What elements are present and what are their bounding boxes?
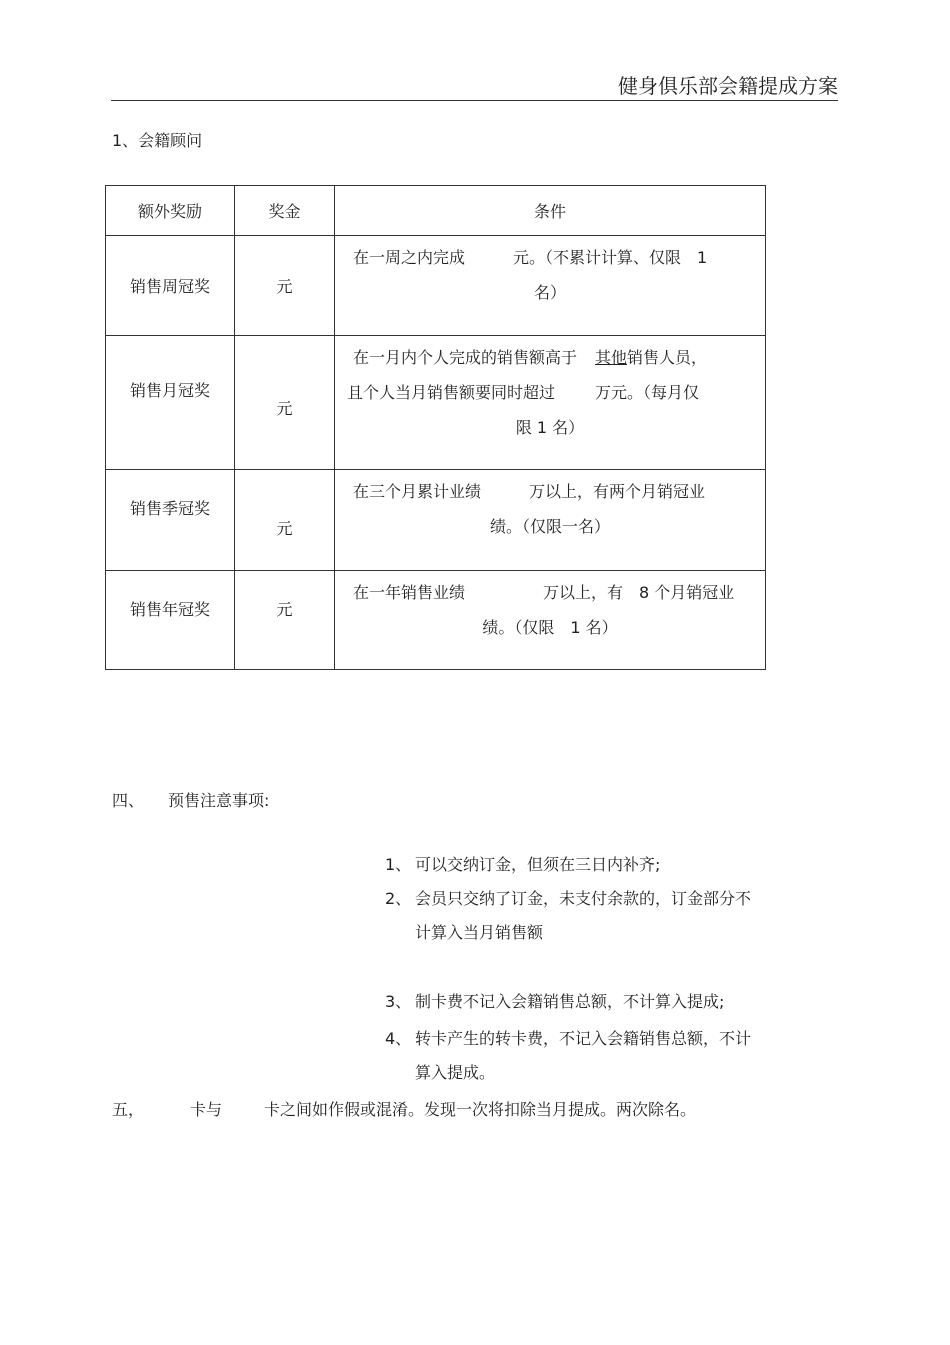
condition-line <box>345 474 755 509</box>
award-name-cell: 销售周冠奖 <box>106 236 235 336</box>
list-item-text: 可以交纳订金，但须在三日内补齐; <box>415 855 661 874</box>
list-item-continuation: 算入提成。 <box>415 1063 496 1082</box>
condition-line <box>345 340 755 375</box>
list-item-number: 4、 <box>385 1029 412 1048</box>
document-header-title: 健身俱乐部会籍提成方案 <box>618 74 838 98</box>
section-five-text: 卡与 <box>190 1100 223 1119</box>
bonus-cell: 元 <box>235 470 335 571</box>
list-item <box>385 985 805 1019</box>
condition-text: 在三个月累计业绩 <box>353 482 482 501</box>
section-five-text: 卡之间如作假或混淆。发现一次将扣除当月提成。两次除名。 <box>264 1100 697 1119</box>
bonus-cell: 元 <box>235 336 335 470</box>
condition-text: 在一周之内完成 <box>353 248 466 267</box>
condition-text: 万以上，有两个月销冠业 <box>529 482 706 501</box>
condition-text: 绩。（仅限 1 名） <box>482 618 618 637</box>
table-row <box>106 470 766 571</box>
list-item <box>385 1022 805 1090</box>
condition-text: 在一月内个人完成的销售额高于 <box>353 348 578 367</box>
condition-line <box>345 575 755 610</box>
award-name-cell: 销售月冠奖 <box>106 336 235 470</box>
table-row <box>106 236 766 336</box>
condition-text: 且个人当月销售额要同时超过 <box>347 383 556 402</box>
list-item <box>385 848 805 882</box>
table-header-row <box>106 186 766 236</box>
condition-text: 元。（不累计计算、仅限 1 <box>513 248 708 267</box>
condition-text: 万以上，有 8 个月销冠业 <box>543 583 735 602</box>
table-row <box>106 336 766 470</box>
award-name-cell: 销售季冠奖 <box>106 470 235 571</box>
section-five-label: 五， <box>112 1100 145 1119</box>
column-header-condition: 条件 <box>335 186 766 236</box>
list-item-continuation: 计算入当月销售额 <box>415 923 544 942</box>
condition-cell <box>335 236 766 336</box>
bonus-cell: 元 <box>235 571 335 670</box>
condition-line <box>345 240 755 275</box>
condition-underlined-text: 其他 <box>595 348 628 367</box>
condition-text: 在一年销售业绩 <box>353 583 466 602</box>
list-item-number: 2、 <box>385 889 412 908</box>
column-header-bonus: 奖金 <box>235 186 335 236</box>
condition-text: 销售人员， <box>627 348 708 367</box>
presale-heading: 四、 预售注意事项: <box>112 791 270 810</box>
list-item <box>385 882 805 950</box>
award-name-cell: 销售年冠奖 <box>106 571 235 670</box>
list-item-text: 转卡产生的转卡费，不记入会籍销售总额，不计 <box>415 1029 752 1048</box>
header-divider <box>111 100 838 101</box>
table-row <box>106 571 766 670</box>
condition-text: 限 1 名） <box>515 418 585 437</box>
section-heading: 1、会籍顾问 <box>112 131 203 150</box>
condition-line <box>345 375 755 410</box>
condition-cell <box>335 336 766 470</box>
condition-text: 绩。（仅限一名） <box>489 517 610 536</box>
condition-cell <box>335 470 766 571</box>
section-five-paragraph <box>112 1097 696 1120</box>
list-item-text: 制卡费不记入会籍销售总额，不计算入提成; <box>415 992 725 1011</box>
condition-text: 名） <box>533 283 566 302</box>
list-item-number: 3、 <box>385 992 412 1011</box>
condition-text: 万元。（每月仅 <box>595 383 700 402</box>
list-item-number: 1、 <box>385 855 412 874</box>
column-header-award: 额外奖励 <box>106 186 235 236</box>
bonus-cell: 元 <box>235 236 335 336</box>
condition-cell <box>335 571 766 670</box>
list-item-text: 会员只交纳了订金，未支付余款的，订金部分不 <box>415 889 752 908</box>
awards-table <box>105 185 766 670</box>
